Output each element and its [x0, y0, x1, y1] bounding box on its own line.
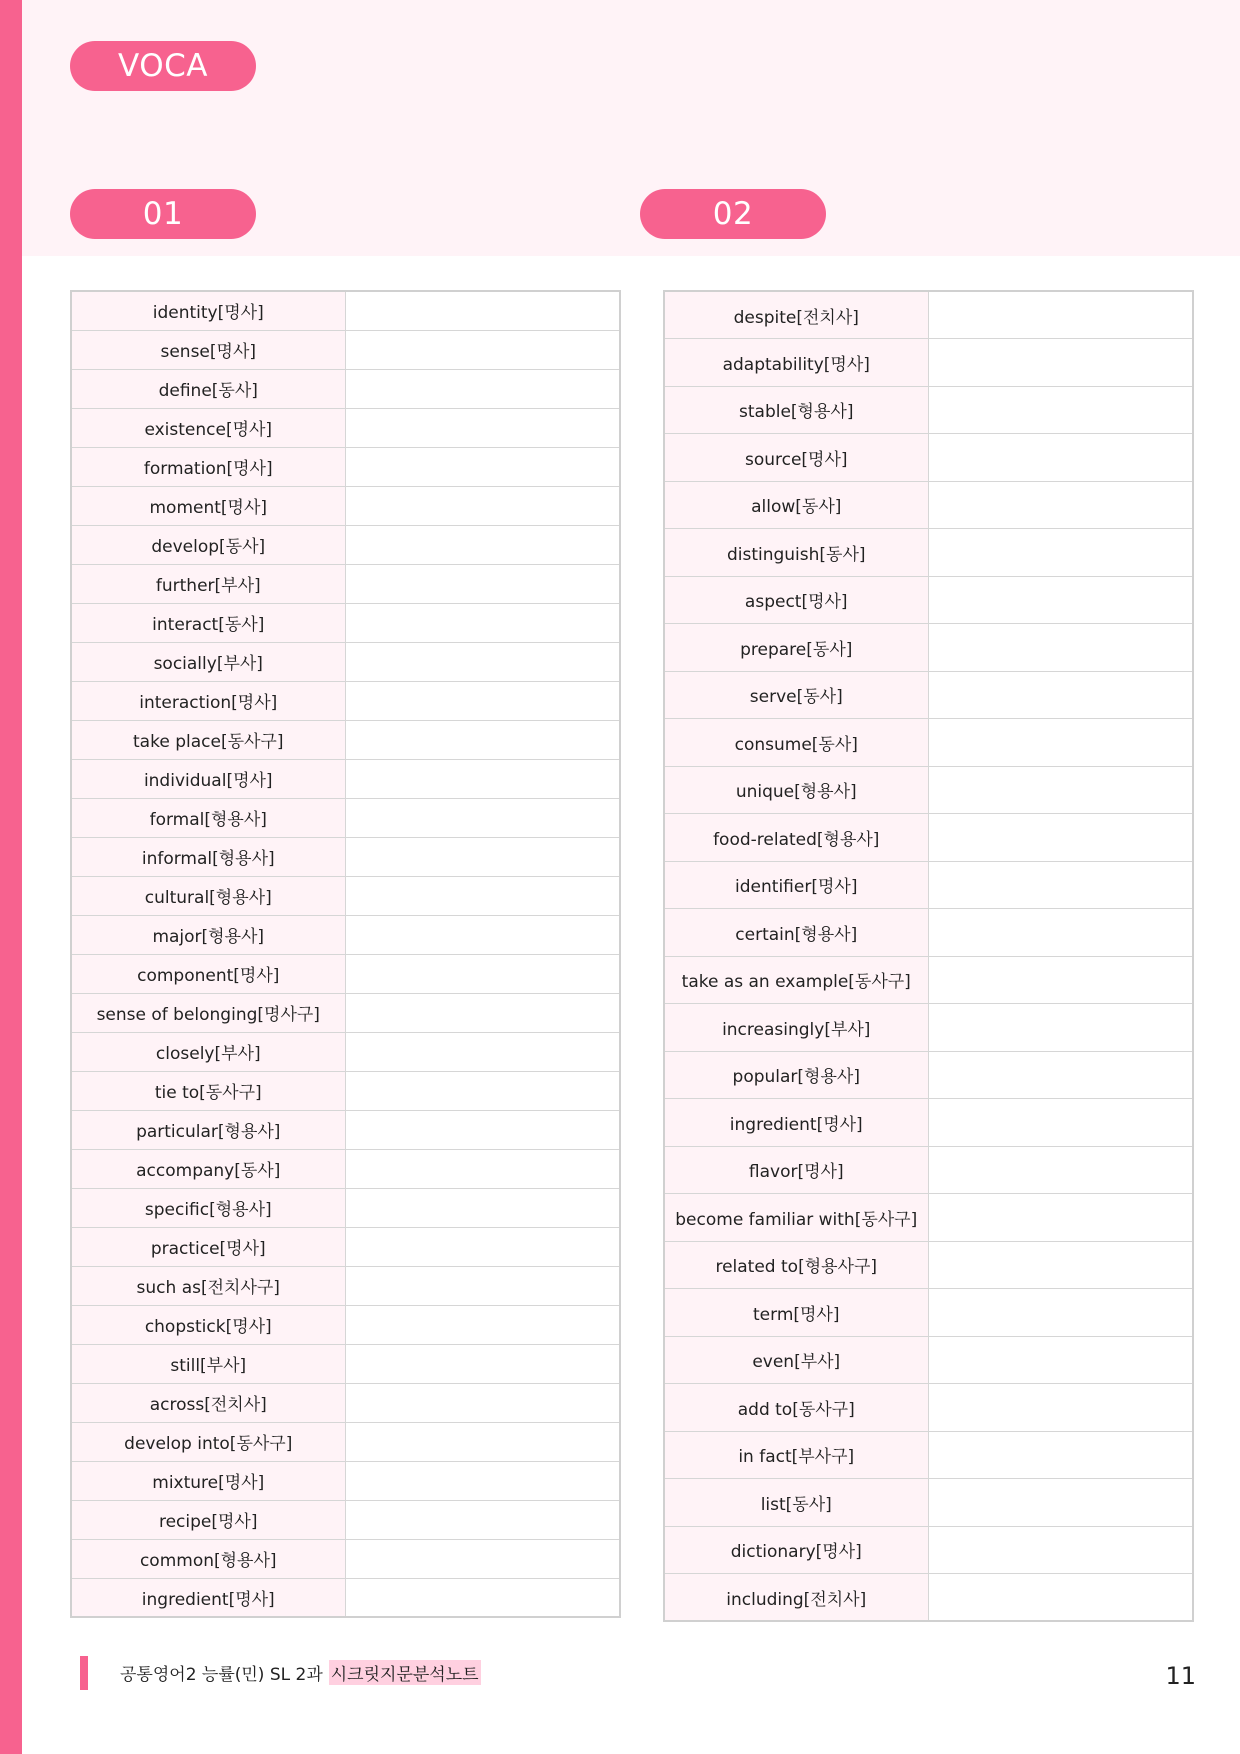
vocab-word: take as an example[동사구]: [664, 956, 928, 1004]
vocab-word: adaptability[명사]: [664, 339, 928, 387]
vocab-row: [71, 1383, 620, 1422]
vocab-word: such as[전치사구]: [71, 1266, 345, 1305]
vocab-row: [71, 291, 620, 330]
meaning-blank-cell: [928, 529, 1193, 577]
meaning-blank-cell: [345, 1188, 620, 1227]
meaning-blank-cell: [345, 876, 620, 915]
vocab-word: increasingly[부사]: [664, 1004, 928, 1052]
meaning-blank-cell: [928, 339, 1193, 387]
vocab-word: aspect[명사]: [664, 576, 928, 624]
vocab-word: major[형용사]: [71, 915, 345, 954]
vocab-row: [71, 603, 620, 642]
vocab-row: [71, 1188, 620, 1227]
voca-badge: VOCA: [70, 41, 256, 91]
vocab-word: across[전치사]: [71, 1383, 345, 1422]
meaning-blank-cell: [928, 1051, 1193, 1099]
vocab-word: define[동사]: [71, 369, 345, 408]
vocab-word: chopstick[명사]: [71, 1305, 345, 1344]
meaning-blank-cell: [345, 720, 620, 759]
vocab-word: individual[명사]: [71, 759, 345, 798]
vocab-row: [71, 1344, 620, 1383]
vocab-row: [71, 681, 620, 720]
vocab-table-02: [663, 290, 1194, 1622]
vocab-row: [664, 1051, 1193, 1099]
meaning-blank-cell: [928, 291, 1193, 339]
meaning-blank-cell: [345, 564, 620, 603]
vocab-row: [664, 1384, 1193, 1432]
meaning-blank-cell: [345, 1149, 620, 1188]
vocab-row: [71, 1227, 620, 1266]
vocab-row: [71, 1422, 620, 1461]
side-accent-bar: [0, 0, 22, 1754]
vocab-word: dictionary[명사]: [664, 1526, 928, 1574]
vocab-row: [71, 993, 620, 1032]
meaning-blank-cell: [345, 954, 620, 993]
vocab-word: sense[명사]: [71, 330, 345, 369]
meaning-blank-cell: [345, 369, 620, 408]
vocab-word: flavor[명사]: [664, 1146, 928, 1194]
vocab-word: become familiar with[동사구]: [664, 1194, 928, 1242]
meaning-blank-cell: [928, 1241, 1193, 1289]
vocab-word: source[명사]: [664, 434, 928, 482]
meaning-blank-cell: [928, 1194, 1193, 1242]
vocab-row: [664, 1431, 1193, 1479]
vocab-row: [664, 956, 1193, 1004]
meaning-blank-cell: [345, 330, 620, 369]
vocab-row: [71, 876, 620, 915]
meaning-blank-cell: [928, 1336, 1193, 1384]
meaning-blank-cell: [928, 909, 1193, 957]
vocab-row: [71, 1110, 620, 1149]
footer-book-title: 공통영어2 능률(민) SL 2과: [120, 1665, 323, 1685]
meaning-blank-cell: [345, 1461, 620, 1500]
vocab-row: [71, 1266, 620, 1305]
meaning-blank-cell: [345, 837, 620, 876]
meaning-blank-cell: [345, 408, 620, 447]
meaning-blank-cell: [928, 1574, 1193, 1622]
vocab-word: common[형용사]: [71, 1539, 345, 1578]
vocab-row: [71, 369, 620, 408]
vocab-word: in fact[부사구]: [664, 1431, 928, 1479]
vocab-word: interact[동사]: [71, 603, 345, 642]
meaning-blank-cell: [345, 1578, 620, 1617]
vocab-row: [71, 486, 620, 525]
vocab-word: practice[명사]: [71, 1227, 345, 1266]
vocab-word: take place[동사구]: [71, 720, 345, 759]
vocab-word: informal[형용사]: [71, 837, 345, 876]
vocab-row: [664, 529, 1193, 577]
vocab-word: add to[동사구]: [664, 1384, 928, 1432]
vocab-word: develop into[동사구]: [71, 1422, 345, 1461]
vocab-word: recipe[명사]: [71, 1500, 345, 1539]
meaning-blank-cell: [928, 1384, 1193, 1432]
footer-title: [120, 1660, 481, 1685]
footer-accent-bar: [80, 1656, 88, 1690]
vocab-word: ingredient[명사]: [664, 1099, 928, 1147]
vocab-row: [664, 814, 1193, 862]
vocab-word: food-related[형용사]: [664, 814, 928, 862]
vocab-row: [664, 481, 1193, 529]
vocab-row: [71, 1149, 620, 1188]
vocab-row: [71, 408, 620, 447]
meaning-blank-cell: [928, 671, 1193, 719]
vocab-word: list[동사]: [664, 1479, 928, 1527]
vocab-row: [71, 915, 620, 954]
vocab-word: interaction[명사]: [71, 681, 345, 720]
meaning-blank-cell: [928, 624, 1193, 672]
vocab-row: [71, 1032, 620, 1071]
meaning-blank-cell: [345, 642, 620, 681]
vocab-word: tie to[동사구]: [71, 1071, 345, 1110]
meaning-blank-cell: [345, 1539, 620, 1578]
meaning-blank-cell: [928, 434, 1193, 482]
vocab-word: term[명사]: [664, 1289, 928, 1337]
page-number: 11: [1165, 1662, 1196, 1690]
meaning-blank-cell: [345, 486, 620, 525]
meaning-blank-cell: [928, 861, 1193, 909]
meaning-blank-cell: [345, 603, 620, 642]
meaning-blank-cell: [928, 1146, 1193, 1194]
vocab-row: [664, 719, 1193, 767]
vocab-word: moment[명사]: [71, 486, 345, 525]
vocab-word: prepare[동사]: [664, 624, 928, 672]
meaning-blank-cell: [345, 681, 620, 720]
vocab-word: certain[형용사]: [664, 909, 928, 957]
meaning-blank-cell: [345, 1032, 620, 1071]
vocab-row: [664, 671, 1193, 719]
vocab-word: even[부사]: [664, 1336, 928, 1384]
meaning-blank-cell: [345, 993, 620, 1032]
vocab-row: [71, 1500, 620, 1539]
meaning-blank-cell: [345, 759, 620, 798]
meaning-blank-cell: [928, 1526, 1193, 1574]
meaning-blank-cell: [928, 956, 1193, 1004]
vocab-word: identifier[명사]: [664, 861, 928, 909]
vocab-row: [664, 909, 1193, 957]
vocab-word: still[부사]: [71, 1344, 345, 1383]
meaning-blank-cell: [345, 525, 620, 564]
vocab-row: [71, 954, 620, 993]
vocab-word: allow[동사]: [664, 481, 928, 529]
vocab-table-01: [70, 290, 621, 1618]
vocab-row: [71, 525, 620, 564]
meaning-blank-cell: [345, 1071, 620, 1110]
vocab-word: formation[명사]: [71, 447, 345, 486]
vocab-word: stable[형용사]: [664, 386, 928, 434]
vocab-row: [71, 1461, 620, 1500]
meaning-blank-cell: [345, 1344, 620, 1383]
meaning-blank-cell: [928, 766, 1193, 814]
vocab-word: unique[형용사]: [664, 766, 928, 814]
vocab-word: develop[동사]: [71, 525, 345, 564]
meaning-blank-cell: [928, 576, 1193, 624]
section-02-badge: 02: [640, 189, 826, 239]
meaning-blank-cell: [345, 798, 620, 837]
vocab-row: [71, 837, 620, 876]
meaning-blank-cell: [345, 447, 620, 486]
vocab-word: specific[형용사]: [71, 1188, 345, 1227]
meaning-blank-cell: [345, 1305, 620, 1344]
meaning-blank-cell: [928, 814, 1193, 862]
meaning-blank-cell: [345, 1227, 620, 1266]
vocab-word: particular[형용사]: [71, 1110, 345, 1149]
vocab-row: [71, 1539, 620, 1578]
vocab-word: closely[부사]: [71, 1032, 345, 1071]
vocab-word: despite[전치사]: [664, 291, 928, 339]
vocab-row: [664, 861, 1193, 909]
vocab-word: socially[부사]: [71, 642, 345, 681]
vocab-row: [664, 1194, 1193, 1242]
vocab-word: existence[명사]: [71, 408, 345, 447]
meaning-blank-cell: [928, 1004, 1193, 1052]
vocab-row: [664, 576, 1193, 624]
vocab-row: [71, 564, 620, 603]
vocab-row: [664, 1479, 1193, 1527]
vocab-row: [71, 642, 620, 681]
vocab-word: mixture[명사]: [71, 1461, 345, 1500]
meaning-blank-cell: [928, 1431, 1193, 1479]
vocab-row: [71, 330, 620, 369]
vocab-row: [664, 291, 1193, 339]
vocab-row: [664, 1526, 1193, 1574]
meaning-blank-cell: [345, 1110, 620, 1149]
vocab-word: cultural[형용사]: [71, 876, 345, 915]
meaning-blank-cell: [928, 481, 1193, 529]
vocab-row: [664, 434, 1193, 482]
meaning-blank-cell: [345, 915, 620, 954]
meaning-blank-cell: [345, 1500, 620, 1539]
vocab-row: [71, 720, 620, 759]
footer-series-highlight: 시크릿지문분석노트: [329, 1660, 481, 1685]
vocab-row: [664, 1146, 1193, 1194]
vocab-word: component[명사]: [71, 954, 345, 993]
vocab-row: [664, 766, 1193, 814]
vocab-row: [664, 339, 1193, 387]
vocab-row: [664, 1099, 1193, 1147]
vocab-word: distinguish[동사]: [664, 529, 928, 577]
vocab-word: formal[형용사]: [71, 798, 345, 837]
vocab-row: [664, 386, 1193, 434]
vocab-row: [71, 1071, 620, 1110]
vocab-word: sense of belonging[명사구]: [71, 993, 345, 1032]
vocab-word: ingredient[명사]: [71, 1578, 345, 1617]
section-01-badge: 01: [70, 189, 256, 239]
vocab-row: [664, 1289, 1193, 1337]
meaning-blank-cell: [345, 291, 620, 330]
meaning-blank-cell: [345, 1383, 620, 1422]
vocab-row: [71, 1578, 620, 1617]
vocab-row: [71, 759, 620, 798]
vocab-word: popular[형용사]: [664, 1051, 928, 1099]
vocab-word: further[부사]: [71, 564, 345, 603]
vocab-word: serve[동사]: [664, 671, 928, 719]
meaning-blank-cell: [345, 1266, 620, 1305]
vocab-row: [71, 798, 620, 837]
vocab-word: related to[형용사구]: [664, 1241, 928, 1289]
vocab-row: [664, 1336, 1193, 1384]
meaning-blank-cell: [928, 1289, 1193, 1337]
vocab-row: [664, 1574, 1193, 1622]
meaning-blank-cell: [928, 1099, 1193, 1147]
vocab-word: identity[명사]: [71, 291, 345, 330]
vocab-row: [71, 447, 620, 486]
meaning-blank-cell: [928, 386, 1193, 434]
vocab-row: [664, 1004, 1193, 1052]
meaning-blank-cell: [928, 719, 1193, 767]
vocab-word: accompany[동사]: [71, 1149, 345, 1188]
vocab-word: including[전치사]: [664, 1574, 928, 1622]
vocab-row: [664, 624, 1193, 672]
vocab-row: [664, 1241, 1193, 1289]
vocab-row: [71, 1305, 620, 1344]
meaning-blank-cell: [928, 1479, 1193, 1527]
vocab-word: consume[동사]: [664, 719, 928, 767]
meaning-blank-cell: [345, 1422, 620, 1461]
